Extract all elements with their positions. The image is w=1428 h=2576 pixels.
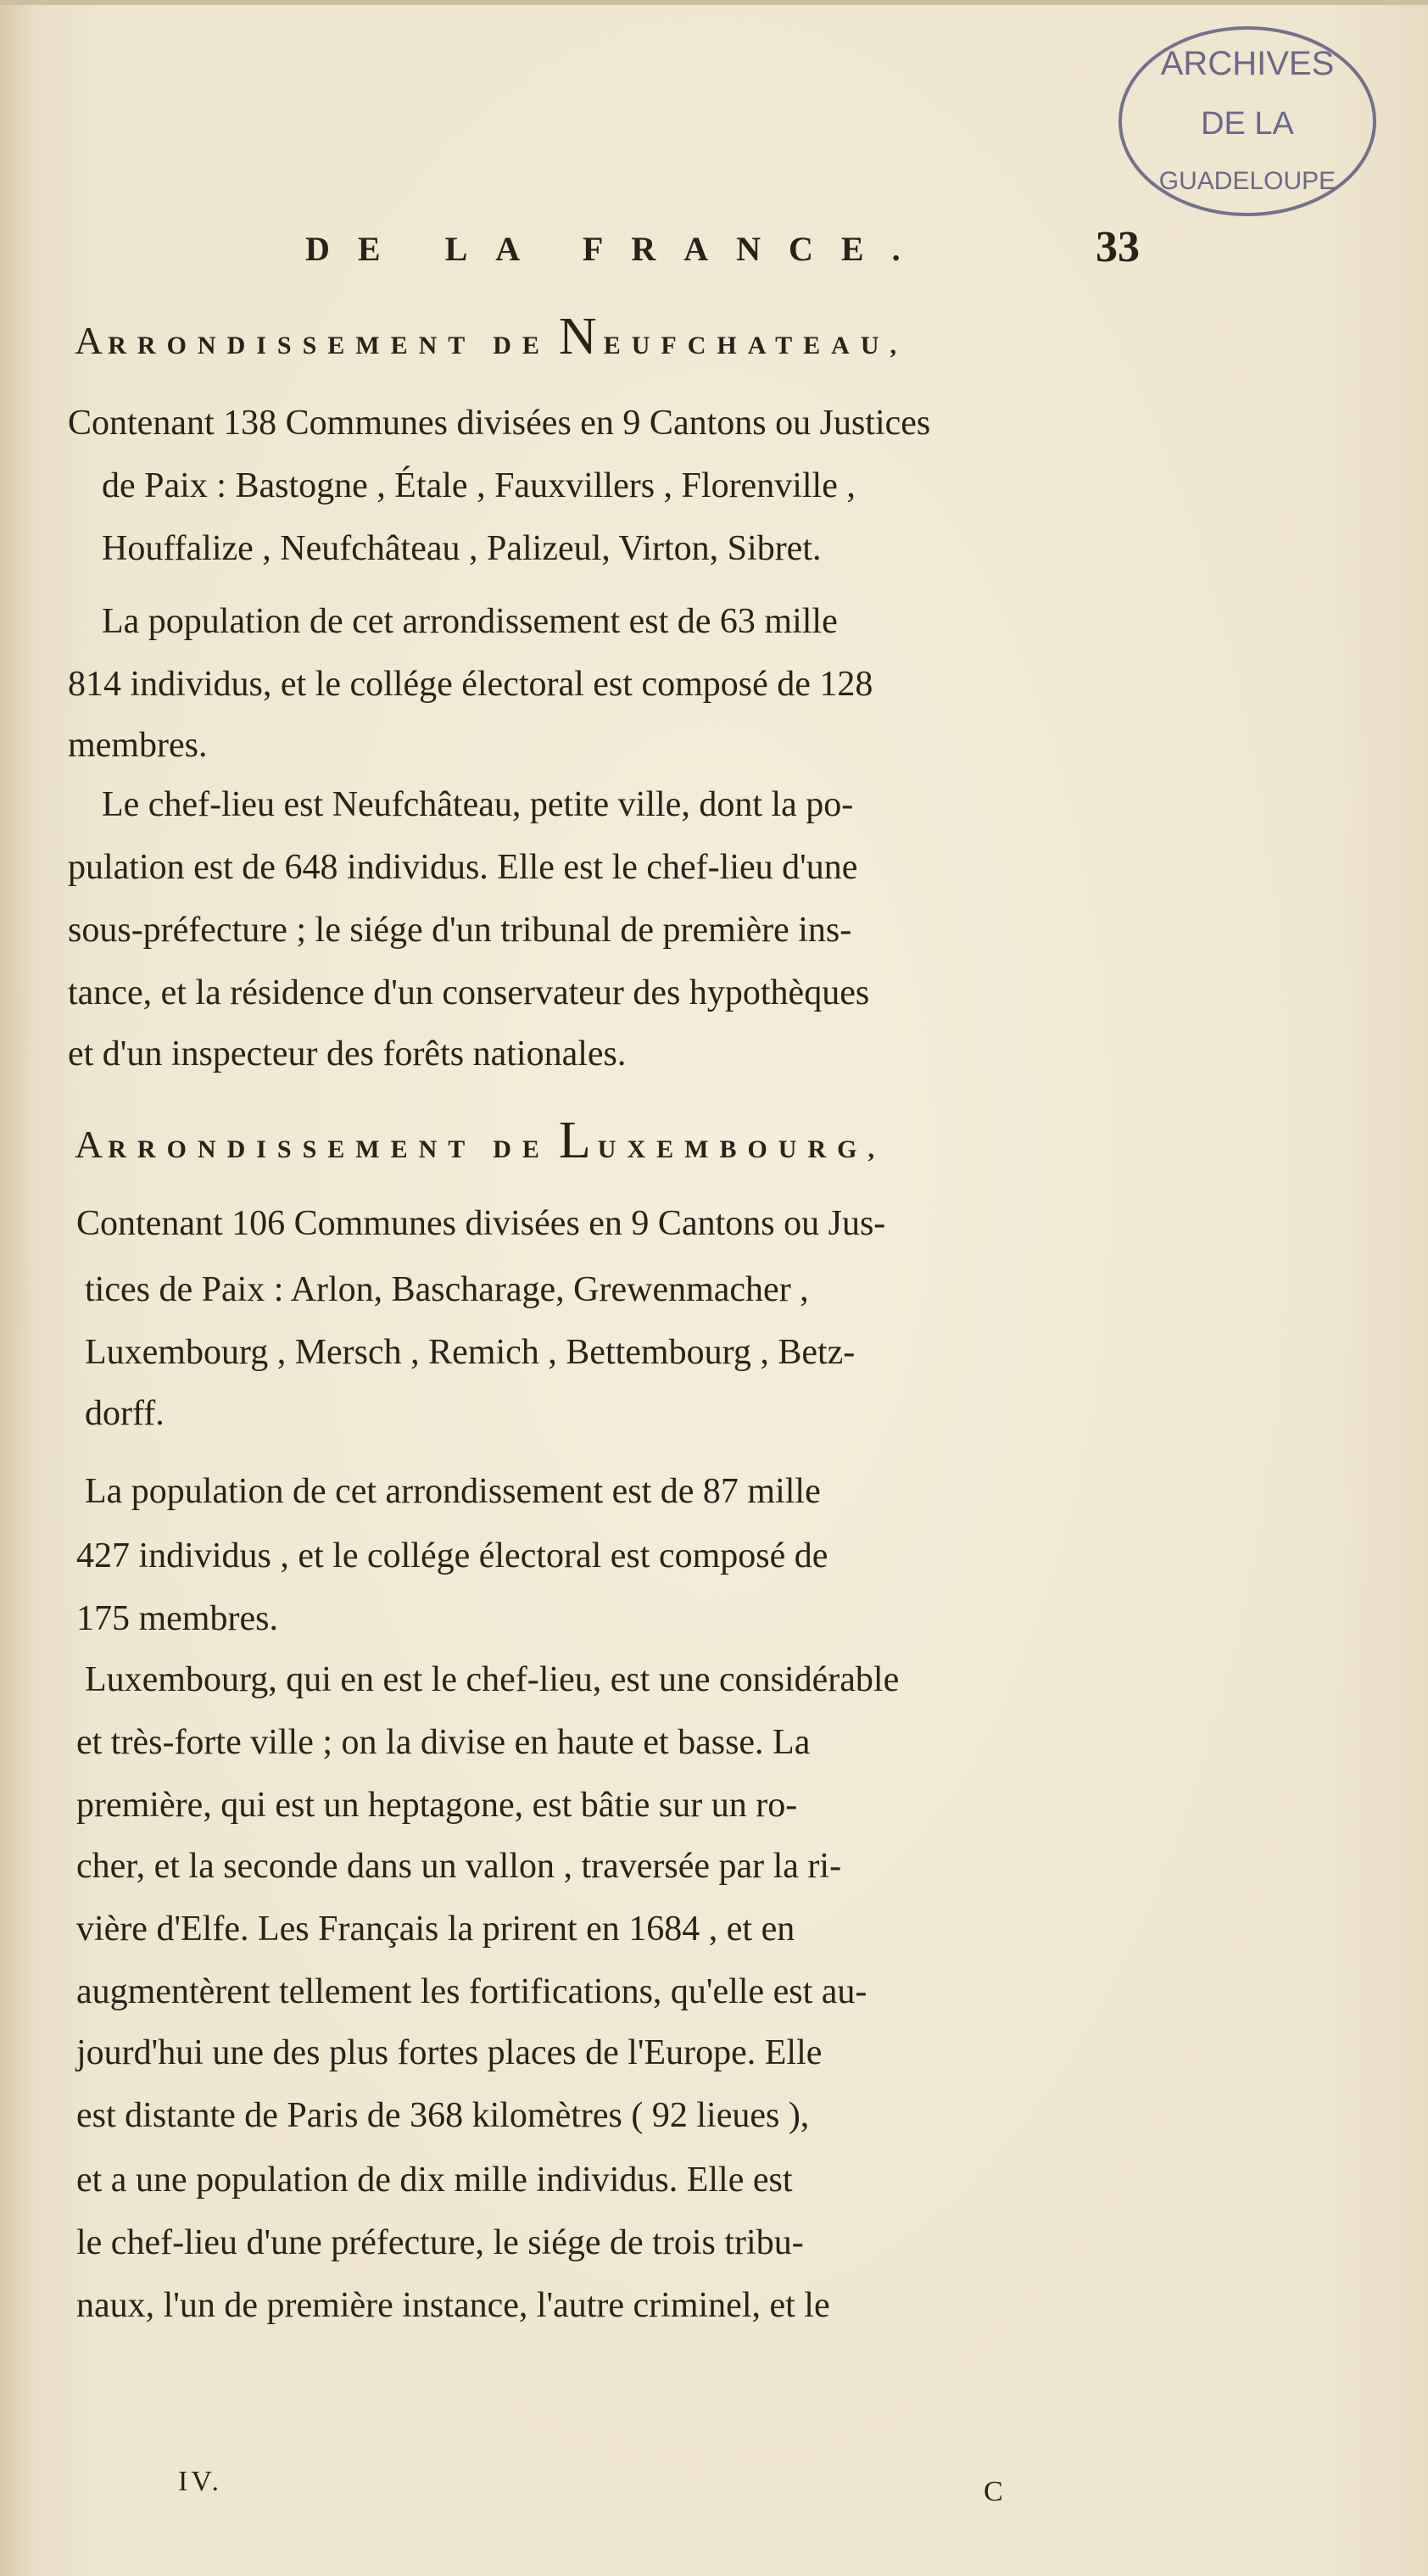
text-line: première, qui est un heptagone, est bâtie sur un ro- <box>76 1786 798 1825</box>
heading-name-rest: EUFCHATEAU, <box>603 332 907 360</box>
text-line: tance, et la résidence d'un conservateur des hypothèques <box>68 973 870 1012</box>
text-line: Houffalize , Neufchâteau , Palizeul, Virton, Sibret. <box>102 529 822 568</box>
text-line: cher, et la seconde dans un vallon , traversée par la ri- <box>76 1847 842 1886</box>
page-number: 33 <box>1096 223 1140 271</box>
running-head: DE LA FRANCE. <box>305 230 929 268</box>
heading-initial: A <box>75 1123 109 1166</box>
text-line: Luxembourg, qui en est le chef-lieu, est une considérable <box>85 1660 900 1699</box>
text-line: dorff. <box>85 1394 165 1433</box>
text-line: 175 membres. <box>76 1599 278 1638</box>
heading-initial: A <box>75 319 109 362</box>
text-line: jourd'hui une des plus fortes places de l'Europe. Elle <box>76 2033 823 2072</box>
section-heading-neufchateau <box>75 307 907 367</box>
top-edge-rule <box>0 0 1428 5</box>
heading-name-initial: N <box>558 308 604 365</box>
text-line: et d'un inspecteur des forêts nationales. <box>68 1034 627 1073</box>
signature-mark: IV. <box>178 2466 222 2497</box>
heading-name-rest: UXEMBOURG, <box>597 1135 885 1163</box>
text-line: le chef-lieu d'une préfecture, le siége de trois tribu- <box>76 2223 804 2262</box>
text-line: membres. <box>68 726 208 765</box>
text-line: et a une population de dix mille individus. Elle est <box>76 2161 793 2200</box>
heading-rest: RRONDISSEMENT DE <box>108 1135 550 1163</box>
text-line: 814 individus, et le collége électoral est composé de 128 <box>68 665 873 704</box>
sheet-mark: C <box>984 2476 1003 2507</box>
heading-name-initial: L <box>558 1112 598 1169</box>
text-line: naux, l'un de première instance, l'autre criminel, et le <box>76 2286 830 2325</box>
text-line: de Paix : Bastogne , Étale , Fauxvillers , Florenville , <box>102 466 856 505</box>
text-line: Contenant 138 Communes divisées en 9 Cantons ou Justices <box>68 404 931 443</box>
text-line: tices de Paix : Arlon, Bascharage, Grewenmacher , <box>85 1270 809 1309</box>
text-line: Le chef-lieu est Neufchâteau, petite ville, dont la po- <box>102 785 854 824</box>
text-line: 427 individus , et le collége électoral est composé de <box>76 1536 828 1575</box>
text-line: Luxembourg , Mersch , Remich , Bettembourg , Betz- <box>85 1333 856 1372</box>
stamp-bottom-text: GUADELOUPE <box>1158 167 1336 195</box>
text-line: vière d'Elfe. Les Français la prirent en 1684 , et en <box>76 1910 795 1949</box>
text-line: sous-préfecture ; le siége d'un tribunal de première ins- <box>68 911 852 950</box>
text-line: Contenant 106 Communes divisées en 9 Cantons ou Jus- <box>76 1204 886 1243</box>
section-heading-luxembourg <box>75 1111 885 1171</box>
text-line: pulation est de 648 individus. Elle est le chef-lieu d'une <box>68 848 858 887</box>
text-line: La population de cet arrondissement est de 63 mille <box>102 602 838 641</box>
stamp-middle-text: DE LA <box>1201 106 1294 142</box>
archive-stamp <box>1107 15 1387 227</box>
text-line: augmentèrent tellement les fortifications, qu'elle est au- <box>76 1972 867 2011</box>
text-line: et très-forte ville ; on la divise en haute et basse. La <box>76 1723 811 1762</box>
text-line: est distante de Paris de 368 kilomètres ( 92 lieues ), <box>76 2096 810 2135</box>
archive-stamp-seal <box>1107 15 1387 227</box>
stamp-top-text: ARCHIVES <box>1160 45 1335 82</box>
heading-rest: RRONDISSEMENT DE <box>108 332 550 360</box>
text-line: La population de cet arrondissement est de 87 mille <box>85 1472 821 1511</box>
